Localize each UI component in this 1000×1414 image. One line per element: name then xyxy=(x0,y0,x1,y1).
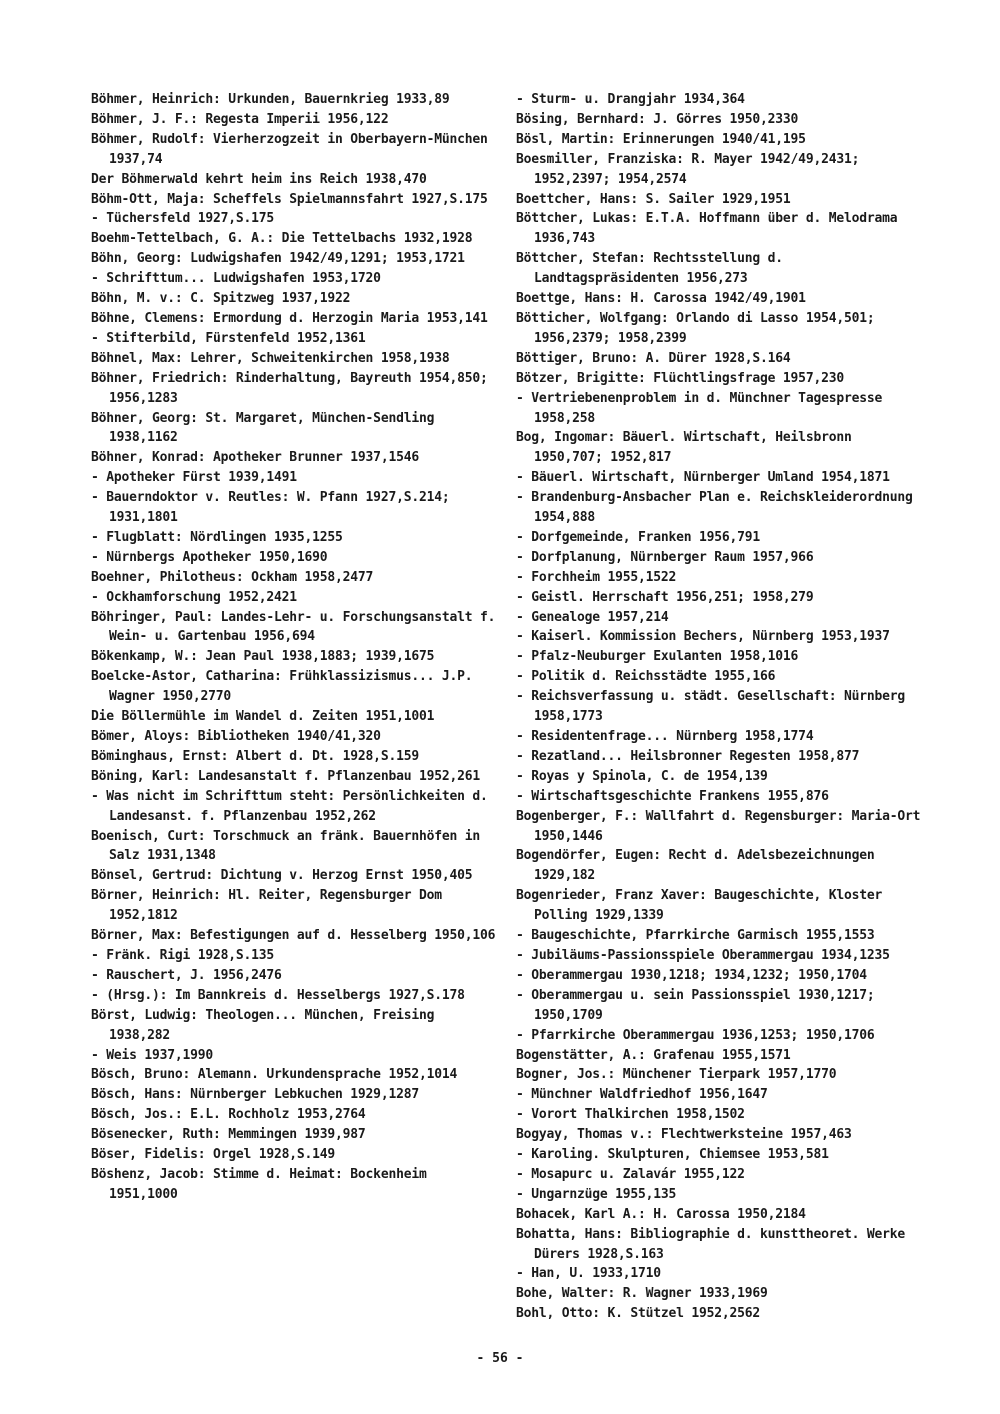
index-entry: Böhner, Friedrich: Rinderhaltung, Bayreuth 1954,850; 1956,1283 xyxy=(91,370,488,406)
index-entry: - Dorfplanung, Nürnberger Raum 1957,966 xyxy=(516,549,814,565)
index-entry: Börner, Max: Befestigungen auf d. Hesselberg 1950,106 xyxy=(91,928,496,944)
index-entry: Böhnel, Max: Lehrer, Schweitenkirchen 1958,1938 xyxy=(91,350,450,366)
index-entry: Böhmer, J. F.: Regesta Imperii 1956,122 xyxy=(91,111,389,127)
index-entry: - Oberammergau u. sein Passionsspiel 1930,1217; 1950,1709 xyxy=(516,987,875,1023)
index-entry: Bogendörfer, Eugen: Recht d. Adelsbezeichnungen 1929,182 xyxy=(516,848,875,884)
index-entry: - Residentenfrage... Nürnberg 1958,1774 xyxy=(516,729,814,744)
index-entry: Der Böhmerwald kehrt heim ins Reich 1938,470 xyxy=(91,171,427,187)
index-entry: Bohe, Walter: R. Wagner 1933,1969 xyxy=(516,1286,768,1302)
index-entry: Boettcher, Hans: S. Sailer 1929,1951 xyxy=(516,191,791,207)
index-entry: Bösenecker, Ruth: Memmingen 1939,987 xyxy=(91,1127,366,1143)
index-entry: Böhn, M. v.: C. Spitzweg 1937,1922 xyxy=(91,291,351,307)
index-entry: Börst, Ludwig: Theologen... München, Freising 1938,282 xyxy=(91,1007,435,1043)
index-entry: - Jubiläums-Passionsspiele Oberammergau 1934,1235 xyxy=(516,947,890,963)
index-entry: - Was nicht im Schrifttum steht: Persönlichkeiten d. Landesanst. f. Pflanzenbau 1952,262 xyxy=(91,788,488,824)
index-entry: Bösch, Jos.: E.L. Rochholz 1953,2764 xyxy=(91,1107,366,1123)
index-entry: Böning, Karl: Landesanstalt f. Pflanzenbau 1952,261 xyxy=(91,768,480,784)
index-entry: - Ockhamforschung 1952,2421 xyxy=(91,589,297,605)
index-entry: - Brandenburg-Ansbacher Plan e. Reichskleiderordnung 1954,888 xyxy=(516,490,913,526)
index-entry: Boenisch, Curt: Torschmuck an fränk. Bauernhöfen in Salz 1931,1348 xyxy=(91,828,480,864)
index-entry: - Münchner Waldfriedhof 1956,1647 xyxy=(516,1087,768,1103)
index-entry: Bohl, Otto: K. Stützel 1952,2562 xyxy=(516,1306,761,1322)
index-entry: Böttcher, Stefan: Rechtsstellung d. Landtagspräsidenten 1956,273 xyxy=(516,251,783,287)
index-entry: Boelcke-Astor, Catharina: Frühklassizismus... J.P. Wagner 1950,2770 xyxy=(91,669,473,705)
index-entry: - Sturm- u. Drangjahr 1934,364 xyxy=(516,92,745,107)
index-entry: - Han, U. 1933,1710 xyxy=(516,1266,661,1282)
index-entry: Boettge, Hans: H. Carossa 1942/49,1901 xyxy=(516,291,806,307)
index-entry: Böser, Fidelis: Orgel 1928,S.149 xyxy=(91,1147,336,1163)
index-entry: - Rauschert, J. 1956,2476 xyxy=(91,967,282,983)
index-entry: Bogenstätter, A.: Grafenau 1955,1571 xyxy=(516,1047,791,1063)
page-number: - 56 - xyxy=(476,1351,524,1366)
index-entry: Böhringer, Paul: Landes-Lehr- u. Forschungsanstalt f. Wein- u. Gartenbau 1956,694 xyxy=(91,609,496,645)
index-entry: Böttcher, Lukas: E.T.A. Hoffmann über d. Melodrama 1936,743 xyxy=(516,211,898,247)
index-entry: Bohatta, Hans: Bibliographie d. kunsttheoret. Werke Dürers 1928,S.163 xyxy=(516,1226,905,1262)
index-entry: - Wirtschaftsgeschichte Frankens 1955,876 xyxy=(516,788,829,804)
index-entry: Bötticher, Wolfgang: Orlando di Lasso 1954,501; 1956,2379; 1958,2399 xyxy=(516,310,875,346)
index-entry: - Ungarnzüge 1955,135 xyxy=(516,1186,677,1202)
index-entry: - Mosapurc u. Zalavár 1955,122 xyxy=(516,1166,745,1182)
index-entry: - Weis 1937,1990 xyxy=(91,1047,214,1063)
index-entry: - Dorfgemeinde, Franken 1956,791 xyxy=(516,529,761,545)
index-entry: Bog, Ingomar: Bäuerl. Wirtschaft, Heilsbronn 1950,707; 1952,817 xyxy=(516,430,852,466)
index-entry: - Rezatland... Heilsbronner Regesten 1958,877 xyxy=(516,748,860,764)
index-entry: Böhmer, Heinrich: Urkunden, Bauernkrieg 1933,89 xyxy=(91,92,450,107)
index-entry: Bösl, Martin: Erinnerungen 1940/41,195 xyxy=(516,131,806,147)
index-entry: Böhner, Georg: St. Margaret, München-Sendling 1938,1162 xyxy=(91,410,435,446)
index-entry: - (Hrsg.): Im Bannkreis d. Hesselbergs 1927,S.178 xyxy=(91,987,465,1003)
index-entry: Böhne, Clemens: Ermordung d. Herzogin Maria 1953,141 xyxy=(91,310,488,326)
index-entry: Bogyay, Thomas v.: Flechtwerksteine 1957,463 xyxy=(516,1127,852,1143)
left-column xyxy=(91,90,501,1205)
index-entry: - Kaiserl. Kommission Bechers, Nürnberg 1953,1937 xyxy=(516,629,890,645)
index-entry: Bogner, Jos.: Münchener Tierpark 1957,1770 xyxy=(516,1067,837,1083)
index-entry: - Bäuerl. Wirtschaft, Nürnberger Umland 1954,1871 xyxy=(516,470,890,486)
index-entry: Bötzer, Brigitte: Flüchtlingsfrage 1957,230 xyxy=(516,370,844,386)
index-entry: - Reichsverfassung u. städt. Gesellschaft: Nürnberg 1958,1773 xyxy=(516,689,905,725)
index-entry: Bohacek, Karl A.: H. Carossa 1950,2184 xyxy=(516,1206,806,1222)
index-entry: Böshenz, Jacob: Stimme d. Heimat: Bockenheim 1951,1000 xyxy=(91,1166,427,1202)
index-entry: - Forchheim 1955,1522 xyxy=(516,569,677,585)
index-entry: Bömer, Aloys: Bibliotheken 1940/41,320 xyxy=(91,729,381,744)
index-entry: Bogenberger, F.: Wallfahrt d. Regensburger: Maria-Ort 1950,1446 xyxy=(516,808,921,844)
index-entry: Bösing, Bernhard: J. Görres 1950,2330 xyxy=(516,111,799,127)
index-entry: Böhn, Georg: Ludwigshafen 1942/49,1291; 1953,1721 xyxy=(91,251,465,267)
index-entry: - Schrifttum... Ludwigshafen 1953,1720 xyxy=(91,271,381,287)
index-entry: - Pfarrkirche Oberammergau 1936,1253; 1950,1706 xyxy=(516,1027,875,1043)
index-entry: Bökenkamp, W.: Jean Paul 1938,1883; 1939,1675 xyxy=(91,649,435,665)
index-entry: Die Böllermühle im Wandel d. Zeiten 1951,1001 xyxy=(91,709,435,725)
index-entry: - Geistl. Herrschaft 1956,251; 1958,279 xyxy=(516,589,814,605)
index-entry: Börner, Heinrich: Hl. Reiter, Regensburger Dom 1952,1812 xyxy=(91,888,442,924)
index-entry: Böhm-Ott, Maja: Scheffels Spielmannsfahrt 1927,S.175 xyxy=(91,191,488,207)
index-entry: Boehm-Tettelbach, G. A.: Die Tettelbachs 1932,1928 xyxy=(91,231,473,247)
index-entry: - Fränk. Rigi 1928,S.135 xyxy=(91,947,275,963)
index-entry: - Nürnbergs Apotheker 1950,1690 xyxy=(91,549,328,565)
index-entry: Böhmer, Rudolf: Vierherzogzeit in Oberbayern-München 1937,74 xyxy=(91,131,488,167)
index-entry: - Royas y Spinola, C. de 1954,139 xyxy=(516,768,768,784)
index-entry: Boesmiller, Franziska: R. Mayer 1942/49,2431; 1952,2397; 1954,2574 xyxy=(516,151,860,187)
index-entry: Böttiger, Bruno: A. Dürer 1928,S.164 xyxy=(516,350,791,366)
index-entry: - Flugblatt: Nördlingen 1935,1255 xyxy=(91,529,343,545)
index-entry: - Vertriebenenproblem in d. Münchner Tagespresse 1958,258 xyxy=(516,390,883,426)
index-entry: Bogenrieder, Franz Xaver: Baugeschichte, Kloster Polling 1929,1339 xyxy=(516,888,883,924)
index-entry: Bösch, Hans: Nürnberger Lebkuchen 1929,1287 xyxy=(91,1087,419,1103)
index-entry: - Tüchersfeld 1927,S.175 xyxy=(91,211,275,227)
index-entry: - Pfalz-Neuburger Exulanten 1958,1016 xyxy=(516,649,799,665)
index-entry: Bösch, Bruno: Alemann. Urkundensprache 1952,1014 xyxy=(91,1067,458,1083)
index-entry: Bönsel, Gertrud: Dichtung v. Herzog Ernst 1950,405 xyxy=(91,868,473,884)
index-entry: - Genealoge 1957,214 xyxy=(516,609,669,625)
index-entry: - Politik d. Reichsstädte 1955,166 xyxy=(516,669,776,685)
index-entry: - Baugeschichte, Pfarrkirche Garmisch 1955,1553 xyxy=(516,928,875,944)
right-column xyxy=(516,90,926,1324)
index-entry: - Apotheker Fürst 1939,1491 xyxy=(91,470,297,486)
index-entry: Böminghaus, Ernst: Albert d. Dt. 1928,S.159 xyxy=(91,748,419,764)
index-entry: - Karoling. Skulpturen, Chiemsee 1953,581 xyxy=(516,1147,829,1163)
index-entry: Boehner, Philotheus: Ockham 1958,2477 xyxy=(91,569,374,585)
index-entry: - Vorort Thalkirchen 1958,1502 xyxy=(516,1107,745,1123)
index-entry: - Oberammergau 1930,1218; 1934,1232; 1950,1704 xyxy=(516,967,867,983)
index-entry: - Bauerndoktor v. Reutles: W. Pfann 1927,S.214; 1931,1801 xyxy=(91,490,450,526)
index-entry: Böhner, Konrad: Apotheker Brunner 1937,1546 xyxy=(91,450,419,466)
index-entry: - Stifterbild, Fürstenfeld 1952,1361 xyxy=(91,330,366,346)
